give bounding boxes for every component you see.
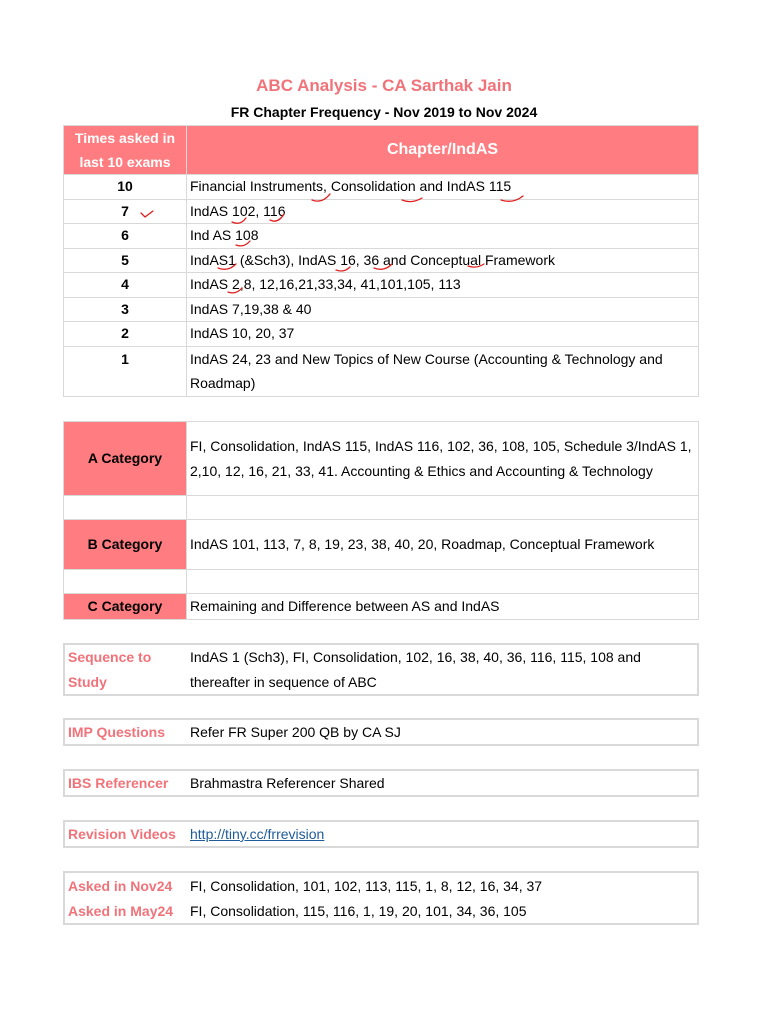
- table-row: [64, 346, 699, 396]
- asked-row: [64, 898, 698, 924]
- header-chapter: Chapter/IndAS: [187, 126, 699, 175]
- category-label: B Category: [64, 520, 187, 570]
- frequency-header-row: [64, 126, 699, 175]
- category-text: IndAS 101, 113, 7, 8, 19, 23, 38, 40, 20, Roadmap, Conceptual Framework: [187, 520, 699, 570]
- category-row-c: [64, 594, 699, 620]
- ibs-referencer-text: Brahmastra Referencer Shared: [190, 775, 385, 791]
- times-cell: 4: [64, 273, 187, 298]
- category-label: C Category: [64, 594, 187, 620]
- category-label: A Category: [64, 422, 187, 496]
- asked-box: [63, 871, 699, 925]
- times-cell: 10: [64, 175, 187, 200]
- revision-videos-label: Revision Videos: [68, 826, 176, 842]
- imp-questions-text: Refer FR Super 200 QB by CA SJ: [190, 724, 401, 740]
- revision-videos-box: [63, 820, 699, 848]
- spacer-row: [64, 496, 699, 520]
- imp-questions-label: IMP Questions: [68, 724, 165, 740]
- chapters-cell: Ind AS 108: [187, 224, 699, 249]
- times-cell: 1: [64, 346, 187, 396]
- times-cell: 2: [64, 322, 187, 347]
- page-title: ABC Analysis - CA Sarthak Jain: [256, 76, 512, 95]
- sequence-row: [64, 644, 698, 695]
- imp-questions-box: [63, 718, 699, 746]
- times-cell: 3: [64, 297, 187, 322]
- times-cell: 7: [64, 199, 187, 224]
- asked-row: [64, 872, 698, 898]
- asked-text: FI, Consolidation, 115, 116, 1, 19, 20, 101, 34, 36, 105: [190, 902, 527, 919]
- category-row-b: [64, 520, 699, 570]
- table-row: [64, 224, 699, 249]
- table-row: [64, 248, 699, 273]
- table-row: [64, 175, 699, 200]
- sequence-box: [63, 643, 699, 696]
- chapters-cell: IndAS 10, 20, 37: [187, 322, 699, 347]
- category-text: Remaining and Difference between AS and IndAS: [187, 594, 699, 620]
- header-times-asked: Times asked in last 10 exams: [64, 126, 187, 175]
- asked-text: FI, Consolidation, 101, 102, 113, 115, 1, 8, 12, 16, 34, 37: [190, 877, 543, 894]
- category-table: [63, 421, 699, 620]
- chapters-cell: IndAS1 (&Sch3), IndAS 16, 36 and Conceptual Framework: [187, 248, 699, 273]
- category-row-a: [64, 422, 699, 496]
- category-text: FI, Consolidation, IndAS 115, IndAS 116, 102, 36, 108, 105, Schedule 3/IndAS 1, 2,10, 12, 16, 21, 33, 41. Accounting & Ethics and Accounting & Technology: [187, 422, 699, 496]
- ibs-referencer-label: IBS Referencer: [68, 775, 169, 791]
- chapters-cell: Financial Instruments, Consolidation and IndAS 115: [187, 175, 699, 200]
- sequence-text: IndAS 1 (Sch3), FI, Consolidation, 102, 16, 38, 40, 36, 116, 115, 108 and thereafter in sequence of ABC: [190, 649, 641, 690]
- times-cell: 5: [64, 248, 187, 273]
- chapters-cell: IndAS 102, 116: [187, 199, 699, 224]
- chapters-cell: IndAS 24, 23 and New Topics of New Course (Accounting & Technology and Roadmap): [187, 346, 699, 396]
- ibs-referencer-box: [63, 769, 699, 797]
- times-cell: 6: [64, 224, 187, 249]
- table-row: [64, 199, 699, 224]
- table-row: [64, 297, 699, 322]
- page-subtitle: FR Chapter Frequency - Nov 2019 to Nov 2024: [230, 104, 538, 120]
- table-row: [64, 322, 699, 347]
- frequency-table: [63, 125, 699, 397]
- spacer-row: [64, 570, 699, 594]
- table-row: [64, 273, 699, 298]
- asked-label: Asked in Nov24: [68, 877, 173, 894]
- chapters-cell: IndAS 2,8, 12,16,21,33,34, 41,101,105, 113: [187, 273, 699, 298]
- asked-label: Asked in May24: [68, 902, 174, 919]
- sequence-label: Sequence to Study: [68, 649, 152, 690]
- chapters-cell: IndAS 7,19,38 & 40: [187, 297, 699, 322]
- revision-videos-link[interactable]: http://tiny.cc/frrevision: [190, 826, 325, 842]
